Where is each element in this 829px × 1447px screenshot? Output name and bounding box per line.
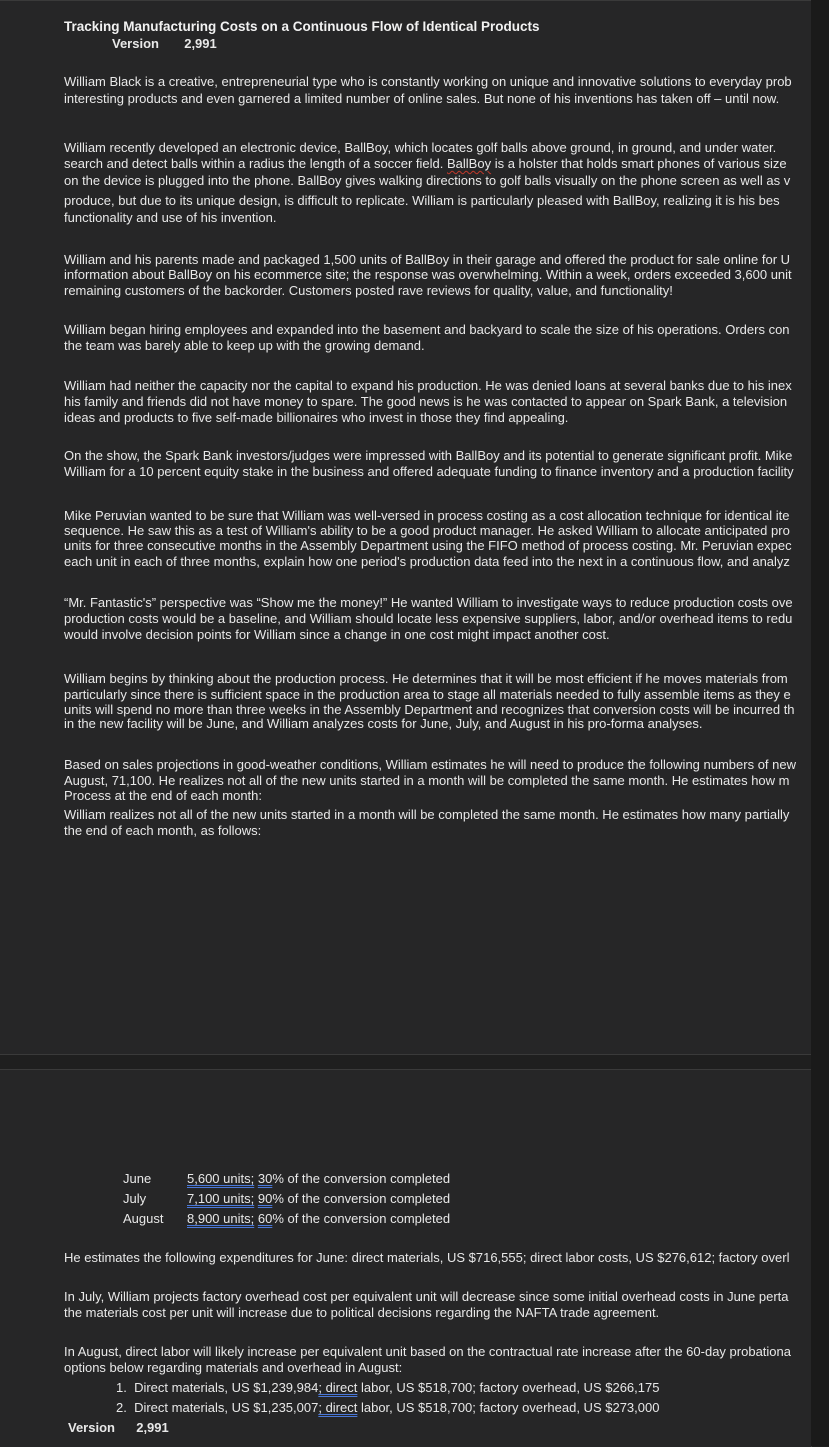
paragraph-line: production costs would be a baseline, and William should locate less expensive suppliers, labor, and/or overhead items to redu xyxy=(64,611,793,626)
version-label: Version xyxy=(112,36,159,51)
version-line xyxy=(112,36,217,52)
paragraph-line: In July, William projects factory overhead cost per equivalent unit will decrease since some initial overhead costs in June perta xyxy=(64,1289,789,1304)
paragraph-line: in the new facility will be June, and William analyzes costs for June, July, and August in his pro-forma analyses. xyxy=(64,716,703,731)
schedule-percent: 90 xyxy=(257,1191,273,1206)
schedule-desc: % of the conversion completed xyxy=(272,1171,451,1186)
schedule-row-august xyxy=(123,1211,450,1227)
paragraph-line: remaining customers of the backorder. Customers posted rave reviews for quality, value, and functionality! xyxy=(64,283,673,298)
document-title: Tracking Manufacturing Costs on a Continuous Flow of Identical Products xyxy=(64,19,540,34)
paragraph-line: ideas and products to five self-made billionaires who invest in those they find appealing. xyxy=(64,410,569,425)
paragraph-line: William for a 10 percent equity stake in the business and offered adequate funding to finance inventory and a production facility xyxy=(64,464,794,479)
paragraph-line: William had neither the capacity nor the capital to expand his production. He was denied loans at several banks due to his inex xyxy=(64,378,792,393)
paragraph-line: sequence. He saw this as a test of William's ability to be a good product manager. He asked William to allocate anticipated pro xyxy=(64,523,790,538)
paragraph-line: August, 71,100. He realizes not all of the new units started in a month will be completed the same month. He estimates how m xyxy=(64,773,790,788)
paragraph-line: would involve decision points for William since a change in one cost might impact another cost. xyxy=(64,627,610,642)
schedule-percent: 60 xyxy=(257,1211,273,1226)
paragraph-line: information about BallBoy on his ecommerce site; the response was overwhelming. Within a week, orders exceeded 3,600 unit xyxy=(64,267,792,282)
schedule-desc: % of the conversion completed xyxy=(272,1191,451,1206)
version-number: 2,991 xyxy=(184,36,217,51)
version-label: Version xyxy=(68,1420,115,1435)
paragraph-line: the team was barely able to keep up with the growing demand. xyxy=(64,338,425,353)
schedule-month: August xyxy=(123,1211,164,1226)
paragraph-line: Process at the end of each month: xyxy=(64,788,263,803)
schedule-units: 8,900 units; xyxy=(187,1211,255,1226)
paragraph-line: William and his parents made and packaged 1,500 units of BallBoy in their garage and offered the product for sale online for U xyxy=(64,252,791,267)
schedule-row-june xyxy=(123,1171,450,1187)
paragraph-line: the materials cost per unit will increase due to political decisions regarding the NAFTA trade agreement. xyxy=(64,1305,660,1320)
paragraph-line: He estimates the following expenditures for June: direct materials, US $716,555; direct labor costs, US $276,612; factory overl xyxy=(64,1250,790,1265)
paragraph-line: options below regarding materials and overhead in August: xyxy=(64,1360,403,1375)
schedule-percent: 30 xyxy=(257,1171,273,1186)
paragraph-line: search and detect balls within a radius the length of a soccer field. BallBoy is a holster that holds smart phones of various size xyxy=(64,156,787,171)
schedule-units: 7,100 units; xyxy=(187,1191,255,1206)
paragraph-line: “Mr. Fantastic's” perspective was “Show me the money!” He wanted William to investigate ways to reduce production costs ove xyxy=(64,595,793,610)
option-item-1: 1. Direct materials, US $1,239,984; direct labor, US $518,700; factory overhead, US $266,175 xyxy=(116,1380,660,1395)
paragraph-line: on the device is plugged into the phone. BallBoy gives walking directions to golf balls visually on the phone screen as well as v xyxy=(64,173,791,188)
paragraph-line: functionality and use of his invention. xyxy=(64,210,277,225)
schedule-desc: % of the conversion completed xyxy=(272,1211,451,1226)
paragraph-line: Mike Peruvian wanted to be sure that William was well-versed in process costing as a cost allocation technique for identical ite xyxy=(64,508,790,523)
paragraph-line: On the show, the Spark Bank investors/judges were impressed with BallBoy and its potential to generate significant profit. Mike xyxy=(64,448,793,463)
paragraph-line: each unit in each of three months, explain how one period's production data feed into the next in a continuous flow, and analyz xyxy=(64,554,790,569)
spelling-flag: BallBoy xyxy=(447,156,492,171)
document-page-2 xyxy=(0,1069,812,1447)
paragraph-line: produce, but due to its unique design, is difficult to replicate. William is particularly pleased with BallBoy, realizing it is his bes xyxy=(64,193,780,208)
paragraph-line: William realizes not all of the new units started in a month will be completed the same month. He estimates how many partially xyxy=(64,807,790,822)
option-item-2: 2. Direct materials, US $1,235,007; direct labor, US $518,700; factory overhead, US $273,000 xyxy=(116,1400,660,1415)
paragraph-line: particularly since there is sufficient space in the production area to stage all materials needed to fully assemble items as they e xyxy=(64,687,791,702)
paragraph-line: Based on sales projections in good-weather conditions, William estimates he will need to produce the following numbers of new xyxy=(64,757,797,772)
paragraph-line: interesting products and even garnered a limited number of online sales. But none of his inventions has taken off – until now. xyxy=(64,91,780,106)
paragraph-line: units will spend no more than three weeks in the Assembly Department and recognizes that conversion costs will be incurred th xyxy=(64,702,795,717)
paragraph-line: William Black is a creative, entrepreneurial type who is constantly working on unique and innovative solutions to everyday prob xyxy=(64,74,792,89)
paragraph-line: William began hiring employees and expanded into the basement and backyard to scale the size of his operations. Orders con xyxy=(64,322,790,337)
scrollbar[interactable] xyxy=(811,0,829,1446)
footer-version-line xyxy=(68,1420,169,1436)
paragraph-line: units for three consecutive months in the Assembly Department using the FIFO method of process costing. Mr. Peruvian expec xyxy=(64,538,792,553)
grammar-flag: ; direct xyxy=(318,1400,358,1415)
paragraph-line: his family and friends did not have money to spare. The good news is he was contacted to appear on Spark Bank, a television xyxy=(64,394,788,409)
schedule-row-july xyxy=(123,1191,450,1207)
paragraph-line: William recently developed an electronic device, BallBoy, which locates golf balls above ground, in ground, and under water. xyxy=(64,140,777,155)
paragraph-line: the end of each month, as follows: xyxy=(64,823,262,838)
schedule-month: July xyxy=(123,1191,147,1206)
paragraph-line: In August, direct labor will likely increase per equivalent unit based on the contractual rate increase after the 60-day probationa xyxy=(64,1344,791,1359)
grammar-flag: ; direct xyxy=(318,1380,358,1395)
version-number: 2,991 xyxy=(136,1420,169,1435)
schedule-month: June xyxy=(123,1171,152,1186)
schedule-units: 5,600 units; xyxy=(187,1171,255,1186)
paragraph-line: William begins by thinking about the production process. He determines that it will be most efficient if he moves materials from xyxy=(64,671,788,686)
